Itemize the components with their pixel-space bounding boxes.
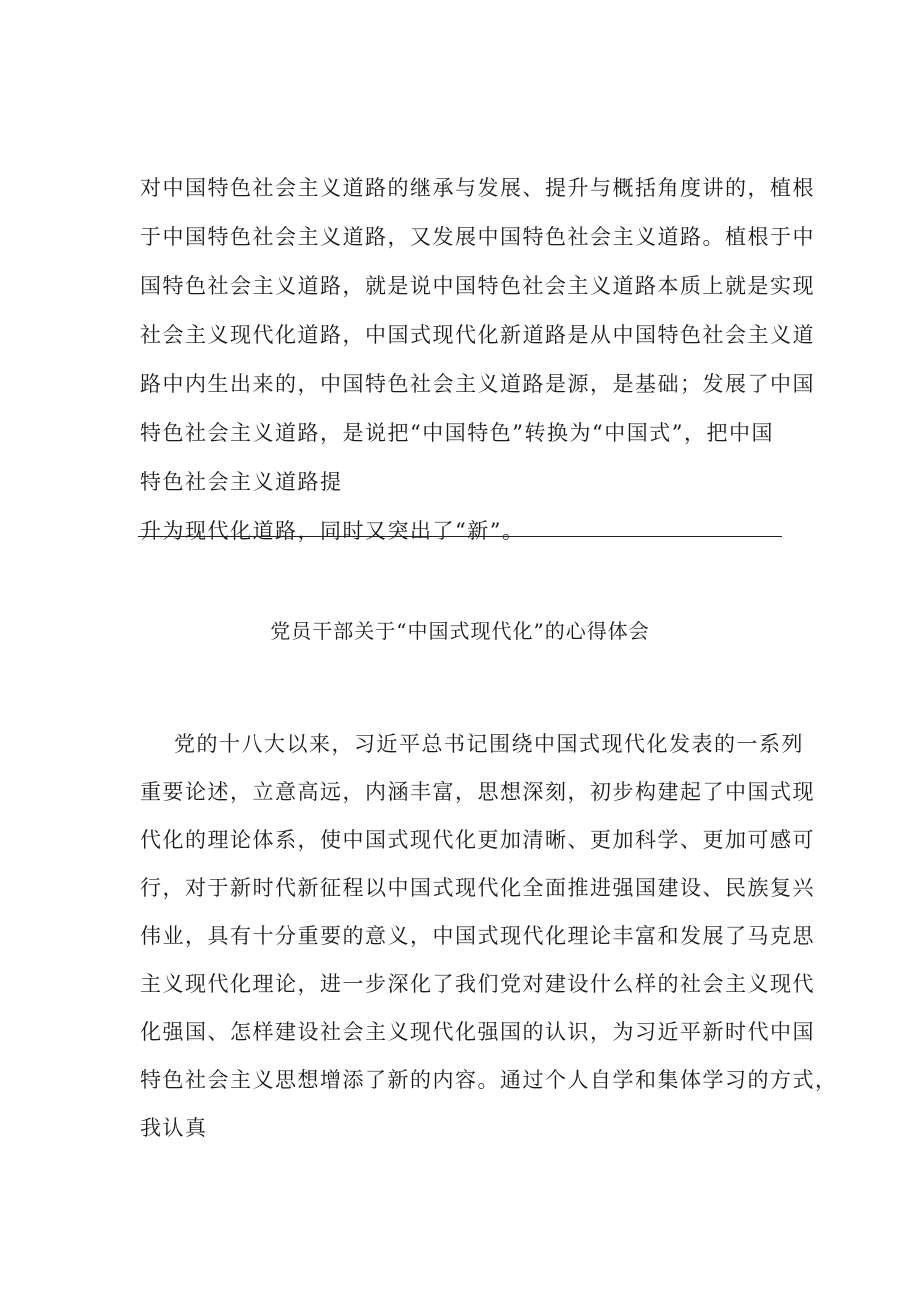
previous-article-fragment (140, 164, 815, 556)
paragraph-line: 化强国、怎样建设社会主义现代化强国的认识，为习近平新时代中国 (140, 1020, 815, 1044)
paragraph-line: 社会主义现代化道路，中国式现代化新道路是从中国特色社会主义道 (140, 323, 815, 347)
paragraph-line: 于中国特色社会主义道路，又发展中国特色社会主义道路。植根于中 (140, 225, 815, 249)
paragraph-line: 伟业，具有十分重要的意义，中国式现代化理论丰富和发展了马克思 (140, 924, 815, 948)
paragraph-line: 代化的理论体系，使中国式现代化更加清晰、更加科学、更加可感可 (140, 828, 815, 852)
paragraph-line: 对中国特色社会主义道路的继承与发展、提升与概括角度讲的，植根 (140, 176, 815, 200)
paragraph-line: 党的十八大以来，习近平总书记围绕中国式现代化发表的一系列 (174, 732, 804, 756)
paragraph-line: 重要论述，立意高远，内涵丰富，思想深刻，初步构建起了中国式现 (140, 780, 815, 804)
paragraph-line: 主义现代化理论，进一步深化了我们党对建设什么样的社会主义现代 (140, 972, 815, 996)
article-body (140, 720, 838, 1152)
paragraph-line: 路中内生出来的，中国特色社会主义道路是源，是基础；发展了中国 (140, 372, 815, 396)
paragraph-line: 特色社会主义道路，是说把“中国特色”转换为“中国式”，把中国 (140, 421, 774, 445)
paragraph-line: 特色社会主义思想增添了新的内容。通过个人自学和集体学习的方式， (140, 1068, 838, 1092)
paragraph-line: 行，对于新时代新征程以中国式现代化全面推进强国建设、民族复兴 (140, 876, 815, 900)
paragraph-line: 升为现代化道路，同时又突出了“新”。 (140, 519, 525, 543)
section-divider (138, 536, 782, 537)
paragraph-line: 国特色社会主义道路，就是说中国特色社会主义道路本质上就是实现 (140, 274, 815, 298)
article-title: 党员干部关于“中国式现代化”的心得体会 (270, 619, 650, 643)
paragraph-line: 我认真 (140, 1116, 208, 1140)
paragraph-line: 特色社会主义道路提 (140, 470, 343, 494)
